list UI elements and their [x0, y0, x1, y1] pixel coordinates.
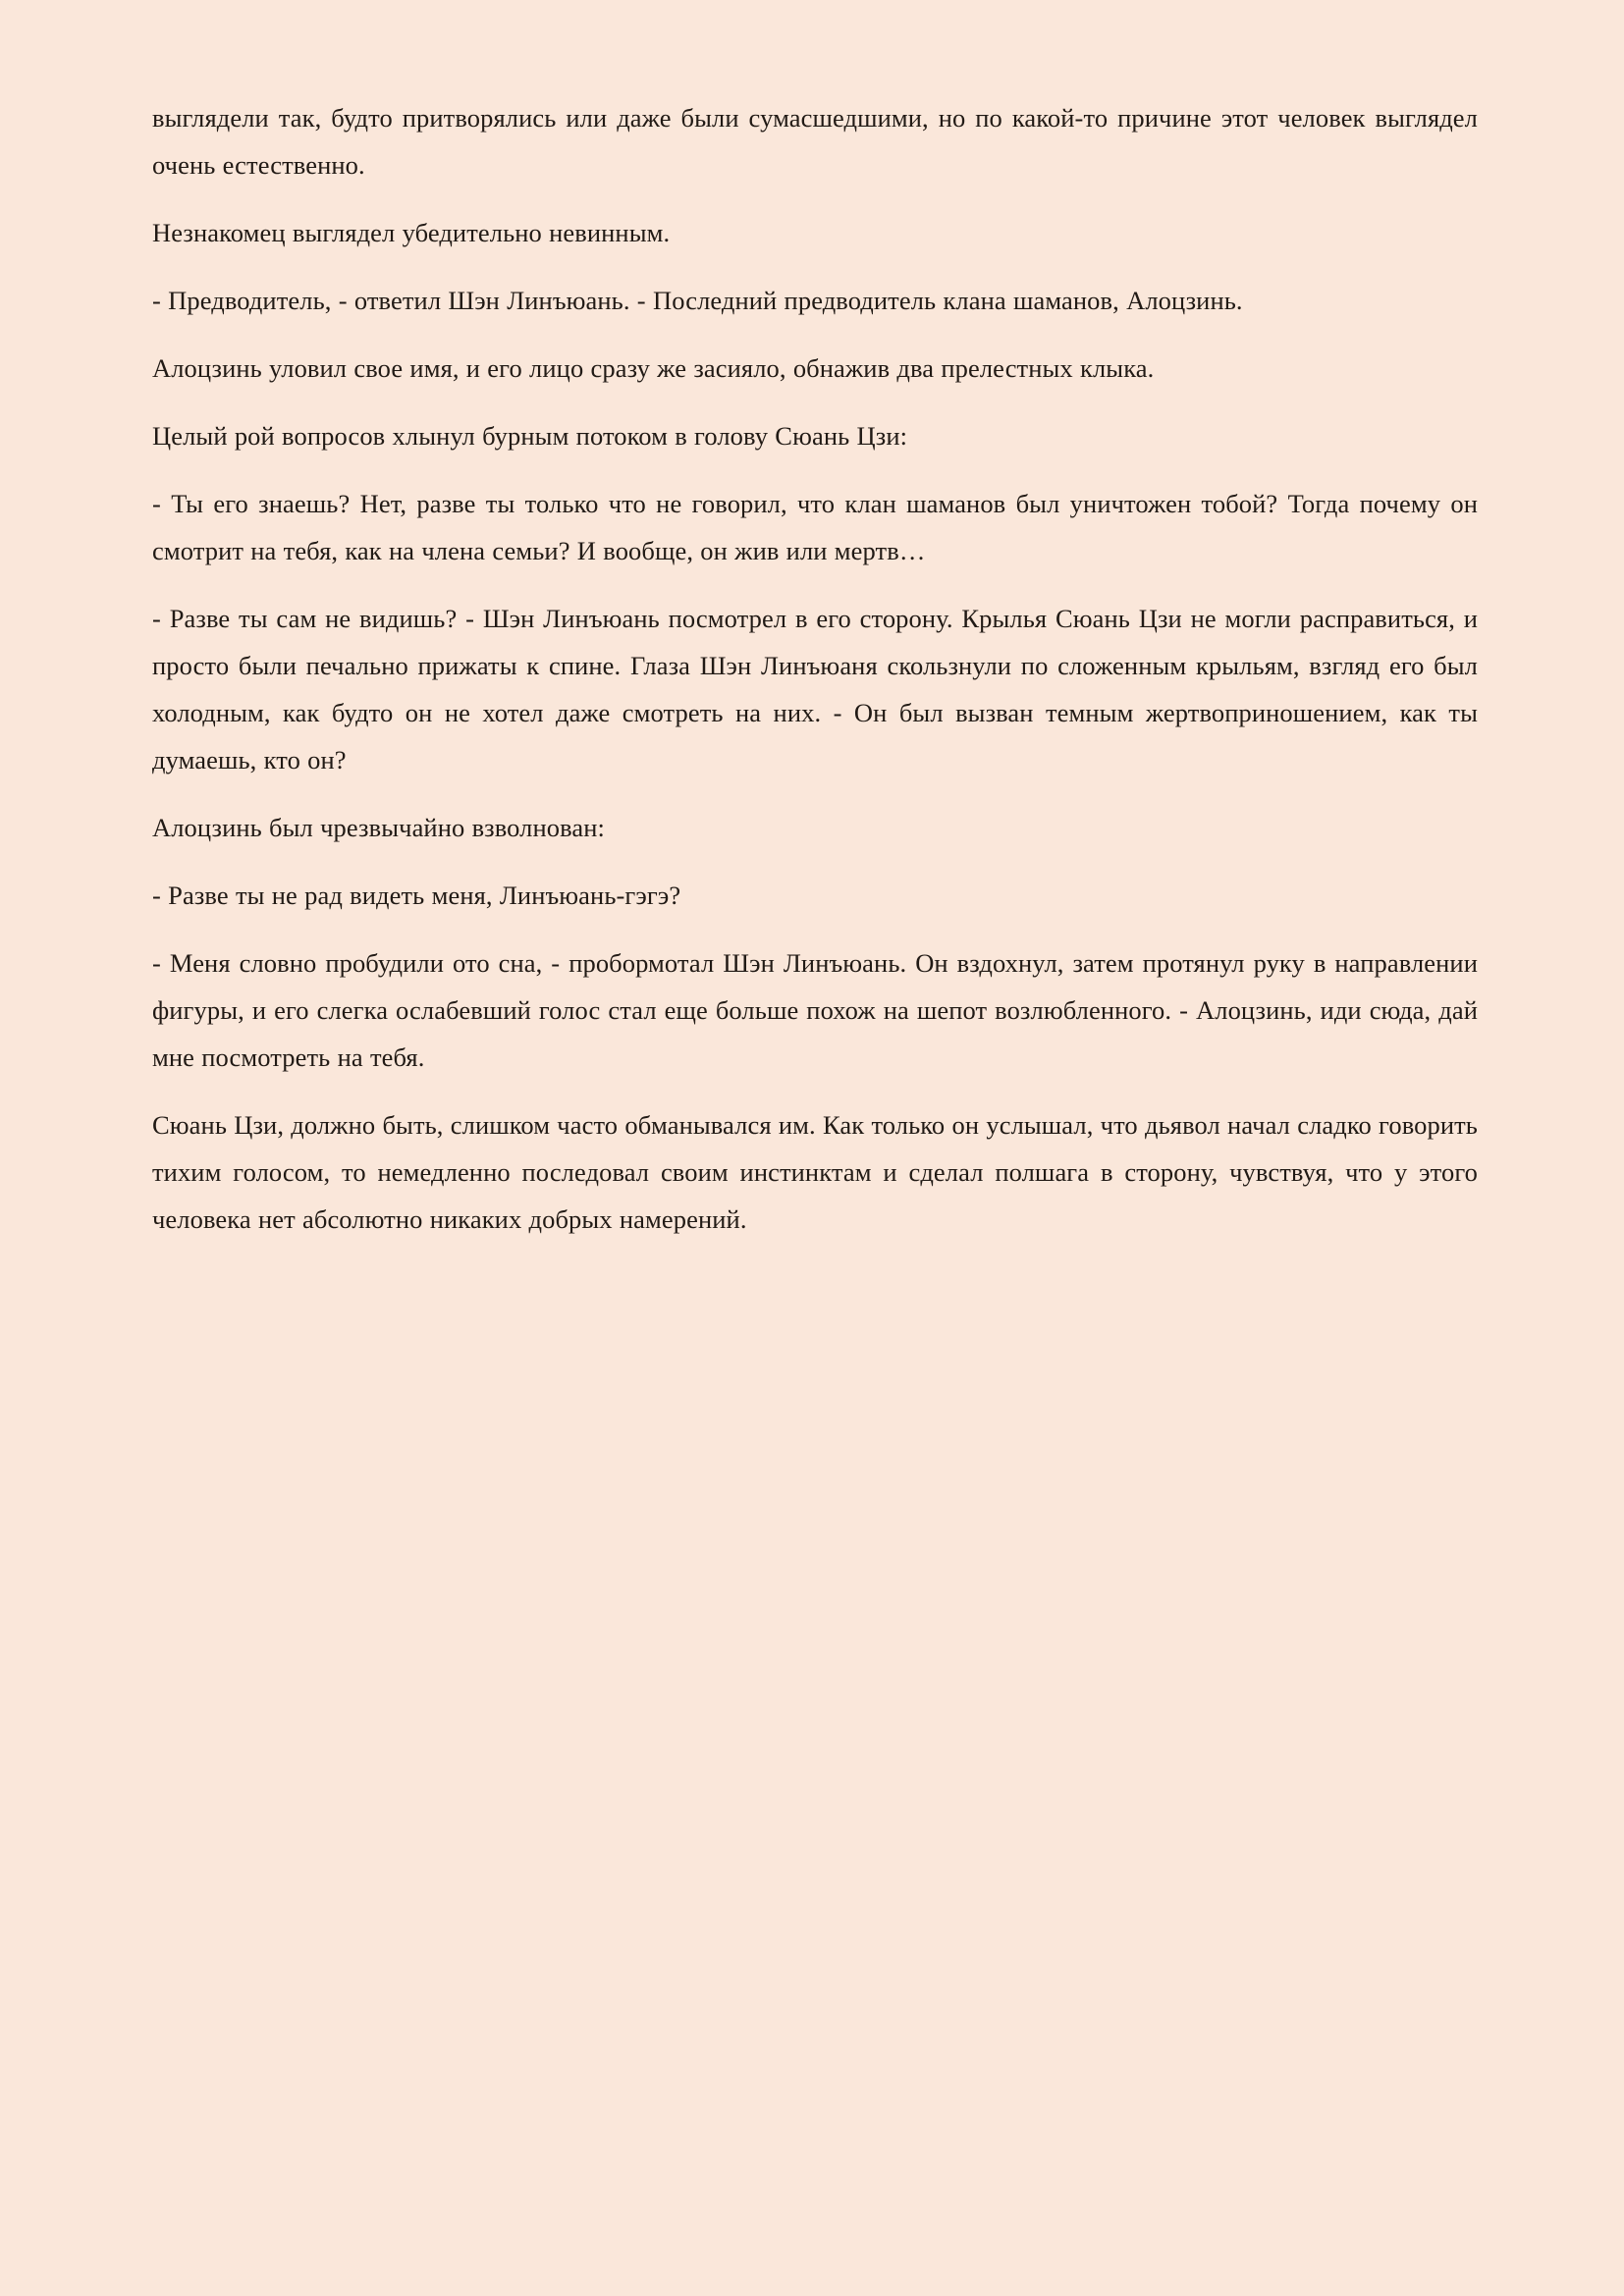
paragraph-5: Целый рой вопросов хлынул бурным потоком в голову Сюань Цзи:: [152, 421, 908, 451]
paragraph-3: - Предводитель, - ответил Шэн Линъюань. - Последний предводитель клана шаманов, Алоцзинь.: [152, 286, 1243, 315]
paragraph-1: выглядели так, будто притворялись или даже были сумасшедшими, но по какой-то причине этот человек выглядел очень естественно.: [152, 103, 1478, 180]
paragraph-6: - Ты его знаешь? Нет, разве ты только что не говорил, что клан шаманов был уничтожен тобой? Тогда почему он смотрит на тебя, как на члена семьи? И вообще, он жив или мертв…: [152, 489, 1478, 565]
paragraph-11: Сюань Цзи, должно быть, слишком часто обманывался им. Как только он услышал, что дьявол начал сладко говорить тихим голосом, то немедленно последовал своим инстинктам и сделал полшага в сторону, чувствуя, что у этого человека нет абсолютно никаких добрых намерений.: [152, 1110, 1478, 1234]
paragraph-7: - Разве ты сам не видишь? - Шэн Линъюань посмотрел в его сторону. Крылья Сюань Цзи не могли расправиться, и просто были печально прижаты к спине. Глаза Шэн Линъюаня скользнули по сложенным крыльям, взгляд его был холодным, как будто он не хотел даже смотреть на них. - Он был вызван темным жертвоприношением, как ты думаешь, кто он?: [152, 604, 1478, 774]
paragraph-9: - Разве ты не рад видеть меня, Линъюань-гэгэ?: [152, 881, 681, 910]
paragraph-2: Незнакомец выглядел убедительно невинным.: [152, 218, 671, 247]
paragraph-8: Алоцзинь был чрезвычайно взволнован:: [152, 813, 606, 842]
paragraph-4: Алоцзинь уловил свое имя, и его лицо сразу же засияло, обнажив два прелестных клыка.: [152, 353, 1155, 383]
text-column: [152, 94, 1478, 1243]
paragraph-10: - Меня словно пробудили ото сна, - пробормотал Шэн Линъюань. Он вздохнул, затем протянул руку в направлении фигуры, и его слегка ослабевший голос стал еще больше похож на шепот возлюбленного. - Алоцзинь, иди сюда, дай мне посмотреть на тебя.: [152, 948, 1478, 1072]
